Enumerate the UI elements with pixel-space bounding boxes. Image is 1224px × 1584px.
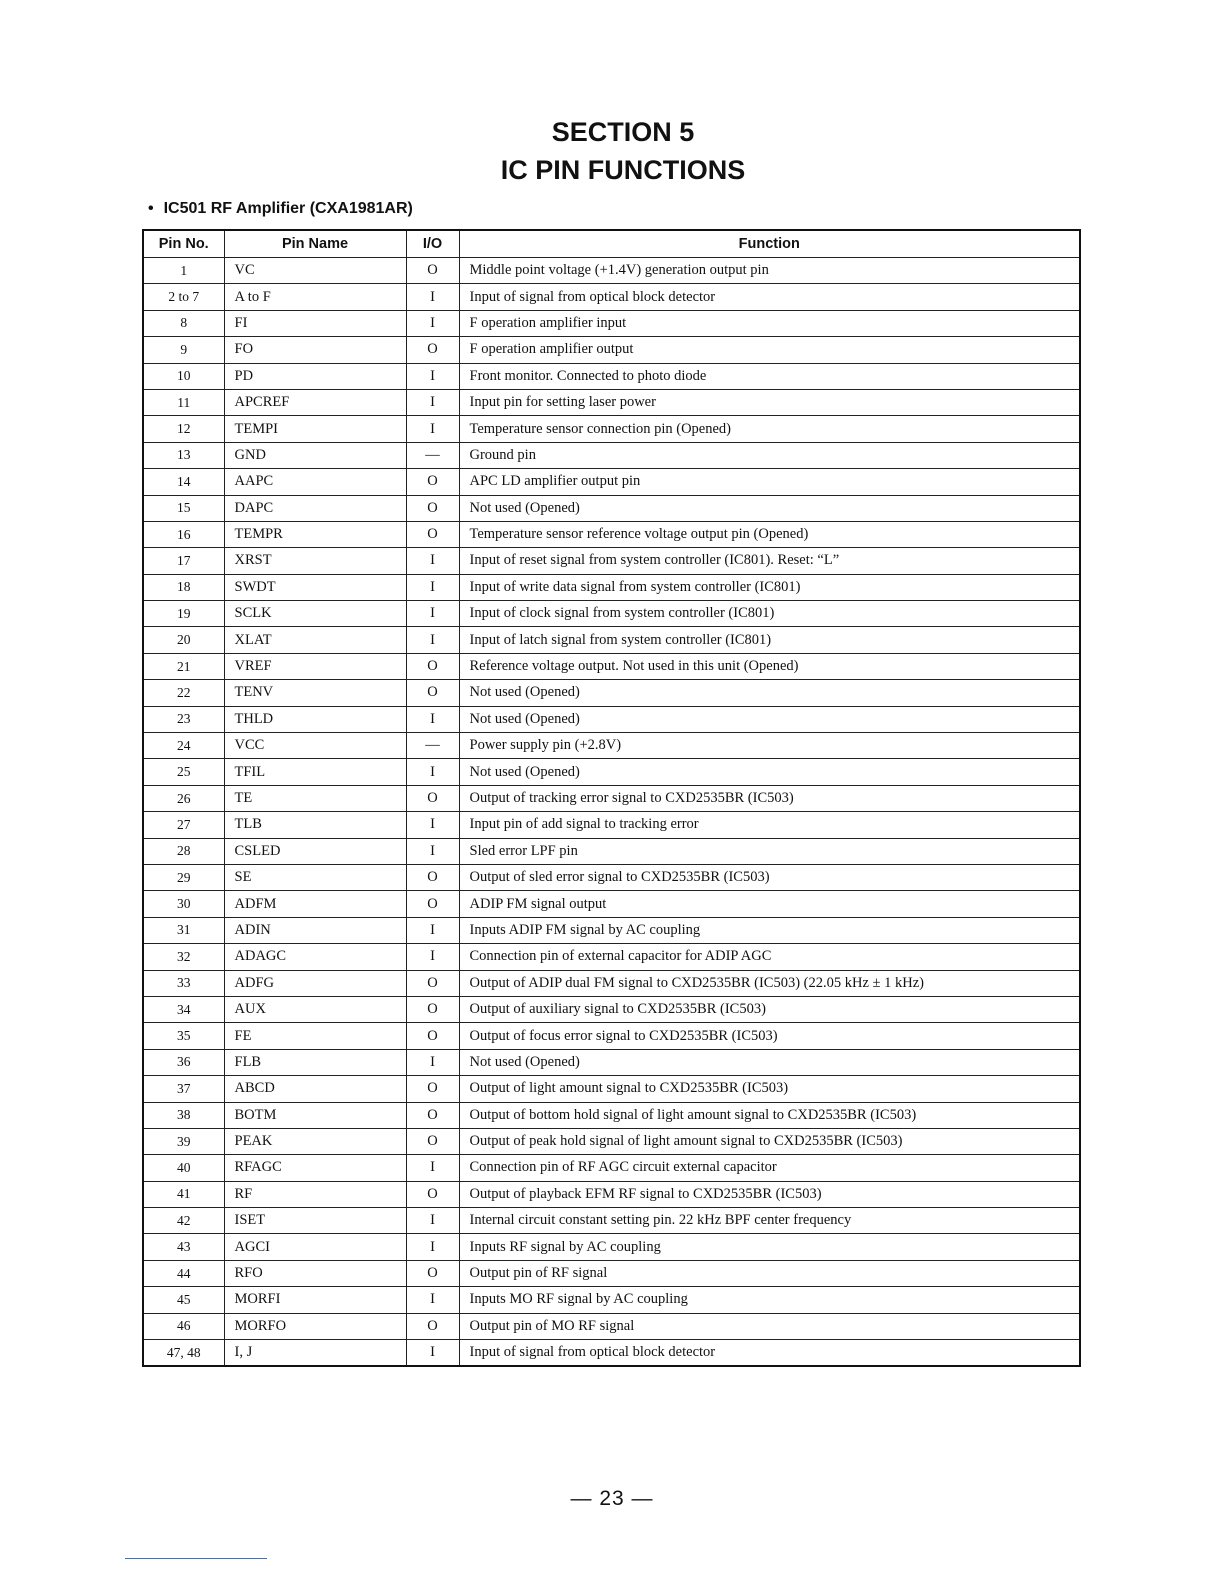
pin-name-cell: VCC: [224, 733, 406, 759]
table-row: [143, 521, 1080, 547]
function-cell: Not used (Opened): [459, 759, 1080, 785]
table-row: [143, 442, 1080, 468]
io-cell: O: [406, 337, 459, 363]
table-row: [143, 1102, 1080, 1128]
table-row: [143, 1287, 1080, 1313]
ic-subtitle-text: IC501 RF Amplifier (CXA1981AR): [163, 200, 413, 217]
pin-name-cell: FI: [224, 310, 406, 336]
pin-name-cell: TEMPR: [224, 521, 406, 547]
table-row: [143, 653, 1080, 679]
table-row: [143, 680, 1080, 706]
pin-no-cell: 13: [143, 442, 224, 468]
pin-name-cell: RFO: [224, 1260, 406, 1286]
io-cell: O: [406, 521, 459, 547]
pin-name-cell: DAPC: [224, 495, 406, 521]
io-cell: O: [406, 864, 459, 890]
pin-no-cell: 17: [143, 548, 224, 574]
pin-name-cell: TFIL: [224, 759, 406, 785]
io-cell: O: [406, 1260, 459, 1286]
table-row: [143, 838, 1080, 864]
table-row: [143, 363, 1080, 389]
io-cell: O: [406, 258, 459, 284]
table-row: [143, 548, 1080, 574]
table-row: [143, 284, 1080, 310]
io-cell: I: [406, 548, 459, 574]
table-row: [143, 1023, 1080, 1049]
io-cell: O: [406, 469, 459, 495]
pin-name-cell: FLB: [224, 1049, 406, 1075]
io-cell: O: [406, 495, 459, 521]
io-cell: O: [406, 680, 459, 706]
table-row: [143, 1181, 1080, 1207]
io-cell: I: [406, 363, 459, 389]
pin-no-cell: 45: [143, 1287, 224, 1313]
function-cell: Connection pin of external capacitor for ADIP AGC: [459, 944, 1080, 970]
table-row: [143, 1128, 1080, 1154]
pin-name-cell: THLD: [224, 706, 406, 732]
table-row: [143, 337, 1080, 363]
pin-name-cell: ISET: [224, 1208, 406, 1234]
function-cell: Not used (Opened): [459, 495, 1080, 521]
io-cell: I: [406, 284, 459, 310]
pin-name-cell: ABCD: [224, 1076, 406, 1102]
pin-no-cell: 22: [143, 680, 224, 706]
table-row: [143, 1076, 1080, 1102]
io-cell: O: [406, 970, 459, 996]
pin-no-cell: 14: [143, 469, 224, 495]
function-cell: F operation amplifier input: [459, 310, 1080, 336]
pin-no-cell: 25: [143, 759, 224, 785]
pin-no-cell: 43: [143, 1234, 224, 1260]
io-cell: O: [406, 1076, 459, 1102]
function-cell: Middle point voltage (+1.4V) generation output pin: [459, 258, 1080, 284]
table-row: [143, 1260, 1080, 1286]
function-cell: Sled error LPF pin: [459, 838, 1080, 864]
pin-no-cell: 9: [143, 337, 224, 363]
table-row: [143, 759, 1080, 785]
function-cell: Connection pin of RF AGC circuit external capacitor: [459, 1155, 1080, 1181]
pin-name-cell: AGCI: [224, 1234, 406, 1260]
footer-rule: [125, 1558, 267, 1559]
function-cell: Input of signal from optical block detector: [459, 284, 1080, 310]
table-row: [143, 416, 1080, 442]
io-cell: O: [406, 1313, 459, 1339]
pin-no-cell: 19: [143, 601, 224, 627]
pin-no-cell: 8: [143, 310, 224, 336]
ic-subtitle: [148, 200, 413, 218]
pin-no-cell: 42: [143, 1208, 224, 1234]
io-cell: O: [406, 653, 459, 679]
pin-name-cell: I, J: [224, 1340, 406, 1367]
header-function: Function: [459, 230, 1080, 258]
table-row: [143, 389, 1080, 415]
pin-name-cell: MORFI: [224, 1287, 406, 1313]
pin-name-cell: BOTM: [224, 1102, 406, 1128]
pin-no-cell: 40: [143, 1155, 224, 1181]
io-cell: O: [406, 996, 459, 1022]
table-row: [143, 706, 1080, 732]
io-cell: O: [406, 1128, 459, 1154]
pin-no-cell: 36: [143, 1049, 224, 1075]
pin-no-cell: 27: [143, 812, 224, 838]
header-pin-no: Pin No.: [143, 230, 224, 258]
function-cell: Inputs RF signal by AC coupling: [459, 1234, 1080, 1260]
function-cell: Input pin of add signal to tracking error: [459, 812, 1080, 838]
pin-name-cell: XLAT: [224, 627, 406, 653]
function-cell: Not used (Opened): [459, 706, 1080, 732]
pin-name-cell: ADAGC: [224, 944, 406, 970]
pin-no-cell: 29: [143, 864, 224, 890]
pin-name-cell: ADFM: [224, 891, 406, 917]
function-cell: Input of reset signal from system controller (IC801). Reset: “L”: [459, 548, 1080, 574]
pin-no-cell: 10: [143, 363, 224, 389]
function-cell: Input pin for setting laser power: [459, 389, 1080, 415]
function-cell: Output of peak hold signal of light amount signal to CXD2535BR (IC503): [459, 1128, 1080, 1154]
table-row: [143, 812, 1080, 838]
pin-name-cell: GND: [224, 442, 406, 468]
function-cell: Not used (Opened): [459, 680, 1080, 706]
table-row: [143, 495, 1080, 521]
table-row: [143, 917, 1080, 943]
io-cell: I: [406, 1287, 459, 1313]
header-io: I/O: [406, 230, 459, 258]
table-row: [143, 970, 1080, 996]
pin-name-cell: RFAGC: [224, 1155, 406, 1181]
pin-no-cell: 23: [143, 706, 224, 732]
function-cell: ADIP FM signal output: [459, 891, 1080, 917]
function-cell: Front monitor. Connected to photo diode: [459, 363, 1080, 389]
pin-name-cell: ADIN: [224, 917, 406, 943]
pin-name-cell: AAPC: [224, 469, 406, 495]
pin-no-cell: 2 to 7: [143, 284, 224, 310]
pin-name-cell: VC: [224, 258, 406, 284]
table-body: [143, 258, 1080, 1367]
table-header-row: [143, 230, 1080, 258]
pin-no-cell: 20: [143, 627, 224, 653]
pin-name-cell: APCREF: [224, 389, 406, 415]
table-row: [143, 1313, 1080, 1339]
io-cell: I: [406, 838, 459, 864]
pin-no-cell: 28: [143, 838, 224, 864]
table-row: [143, 891, 1080, 917]
function-cell: Temperature sensor connection pin (Opened): [459, 416, 1080, 442]
io-cell: I: [406, 812, 459, 838]
table-row: [143, 944, 1080, 970]
section-title: IC PIN FUNCTIONS: [500, 155, 746, 185]
function-cell: Temperature sensor reference voltage output pin (Opened): [459, 521, 1080, 547]
table-row: [143, 864, 1080, 890]
pin-no-cell: 30: [143, 891, 224, 917]
function-cell: Input of write data signal from system controller (IC801): [459, 574, 1080, 600]
pin-name-cell: RF: [224, 1181, 406, 1207]
table-row: [143, 733, 1080, 759]
pin-no-cell: 12: [143, 416, 224, 442]
io-cell: I: [406, 1208, 459, 1234]
header-pin-name: Pin Name: [224, 230, 406, 258]
function-cell: Internal circuit constant setting pin. 22 kHz BPF center frequency: [459, 1208, 1080, 1234]
function-cell: Power supply pin (+2.8V): [459, 733, 1080, 759]
function-cell: Output of auxiliary signal to CXD2535BR (IC503): [459, 996, 1080, 1022]
io-cell: I: [406, 389, 459, 415]
io-cell: I: [406, 601, 459, 627]
table-row: [143, 1155, 1080, 1181]
io-cell: I: [406, 944, 459, 970]
table-row: [143, 1234, 1080, 1260]
io-cell: I: [406, 706, 459, 732]
table-row: [143, 785, 1080, 811]
io-cell: I: [406, 1155, 459, 1181]
function-cell: Output of sled error signal to CXD2535BR (IC503): [459, 864, 1080, 890]
table-row: [143, 310, 1080, 336]
function-cell: Inputs ADIP FM signal by AC coupling: [459, 917, 1080, 943]
pin-name-cell: PD: [224, 363, 406, 389]
pin-no-cell: 37: [143, 1076, 224, 1102]
io-cell: O: [406, 891, 459, 917]
io-cell: I: [406, 310, 459, 336]
pin-no-cell: 31: [143, 917, 224, 943]
pin-no-cell: 16: [143, 521, 224, 547]
function-cell: Output pin of MO RF signal: [459, 1313, 1080, 1339]
pin-no-cell: 15: [143, 495, 224, 521]
pin-no-cell: 26: [143, 785, 224, 811]
pin-name-cell: VREF: [224, 653, 406, 679]
pin-no-cell: 21: [143, 653, 224, 679]
pin-name-cell: AUX: [224, 996, 406, 1022]
pin-name-cell: FE: [224, 1023, 406, 1049]
pin-name-cell: XRST: [224, 548, 406, 574]
pin-name-cell: SE: [224, 864, 406, 890]
io-cell: I: [406, 416, 459, 442]
pin-no-cell: 44: [143, 1260, 224, 1286]
function-cell: Output of focus error signal to CXD2535BR (IC503): [459, 1023, 1080, 1049]
section-heading: SECTION 5: [551, 117, 695, 147]
pin-no-cell: 47, 48: [143, 1340, 224, 1367]
io-cell: —: [406, 442, 459, 468]
pin-name-cell: TE: [224, 785, 406, 811]
function-cell: Ground pin: [459, 442, 1080, 468]
io-cell: O: [406, 785, 459, 811]
function-cell: Input of signal from optical block detector: [459, 1340, 1080, 1367]
function-cell: Output of playback EFM RF signal to CXD2535BR (IC503): [459, 1181, 1080, 1207]
table-row: [143, 574, 1080, 600]
function-cell: Output of tracking error signal to CXD2535BR (IC503): [459, 785, 1080, 811]
bullet-icon: •: [148, 200, 154, 217]
function-cell: Output of bottom hold signal of light amount signal to CXD2535BR (IC503): [459, 1102, 1080, 1128]
table-row: [143, 258, 1080, 284]
table-row: [143, 601, 1080, 627]
table-row: [143, 469, 1080, 495]
pin-name-cell: FO: [224, 337, 406, 363]
function-cell: Output of light amount signal to CXD2535BR (IC503): [459, 1076, 1080, 1102]
table-row: [143, 996, 1080, 1022]
io-cell: I: [406, 759, 459, 785]
io-cell: O: [406, 1102, 459, 1128]
pin-name-cell: A to F: [224, 284, 406, 310]
function-cell: APC LD amplifier output pin: [459, 469, 1080, 495]
function-cell: Output of ADIP dual FM signal to CXD2535BR (IC503) (22.05 kHz ± 1 kHz): [459, 970, 1080, 996]
table-row: [143, 627, 1080, 653]
pin-name-cell: SWDT: [224, 574, 406, 600]
pin-no-cell: 11: [143, 389, 224, 415]
pin-name-cell: CSLED: [224, 838, 406, 864]
function-cell: Input of latch signal from system controller (IC801): [459, 627, 1080, 653]
pin-no-cell: 38: [143, 1102, 224, 1128]
pin-no-cell: 34: [143, 996, 224, 1022]
pin-function-table: [142, 229, 1081, 1367]
io-cell: I: [406, 1340, 459, 1367]
table-row: [143, 1208, 1080, 1234]
pin-name-cell: TLB: [224, 812, 406, 838]
function-cell: Inputs MO RF signal by AC coupling: [459, 1287, 1080, 1313]
pin-no-cell: 24: [143, 733, 224, 759]
io-cell: I: [406, 1049, 459, 1075]
pin-name-cell: PEAK: [224, 1128, 406, 1154]
pin-name-cell: MORFO: [224, 1313, 406, 1339]
pin-no-cell: 33: [143, 970, 224, 996]
pin-name-cell: TENV: [224, 680, 406, 706]
pin-no-cell: 1: [143, 258, 224, 284]
page-number: [0, 1487, 1224, 1511]
io-cell: I: [406, 627, 459, 653]
page-number-text: — 23 —: [570, 1487, 654, 1510]
pin-no-cell: 41: [143, 1181, 224, 1207]
pin-no-cell: 32: [143, 944, 224, 970]
io-cell: I: [406, 917, 459, 943]
io-cell: I: [406, 1234, 459, 1260]
pin-name-cell: TEMPI: [224, 416, 406, 442]
table-row: [143, 1049, 1080, 1075]
pin-no-cell: 18: [143, 574, 224, 600]
function-cell: Output pin of RF signal: [459, 1260, 1080, 1286]
pin-no-cell: 46: [143, 1313, 224, 1339]
function-cell: Input of clock signal from system controller (IC801): [459, 601, 1080, 627]
pin-no-cell: 39: [143, 1128, 224, 1154]
pin-name-cell: ADFG: [224, 970, 406, 996]
function-cell: F operation amplifier output: [459, 337, 1080, 363]
io-cell: O: [406, 1181, 459, 1207]
io-cell: O: [406, 1023, 459, 1049]
function-cell: Reference voltage output. Not used in this unit (Opened): [459, 653, 1080, 679]
pin-no-cell: 35: [143, 1023, 224, 1049]
io-cell: I: [406, 574, 459, 600]
table-row: [143, 1340, 1080, 1367]
function-cell: Not used (Opened): [459, 1049, 1080, 1075]
io-cell: —: [406, 733, 459, 759]
pin-name-cell: SCLK: [224, 601, 406, 627]
